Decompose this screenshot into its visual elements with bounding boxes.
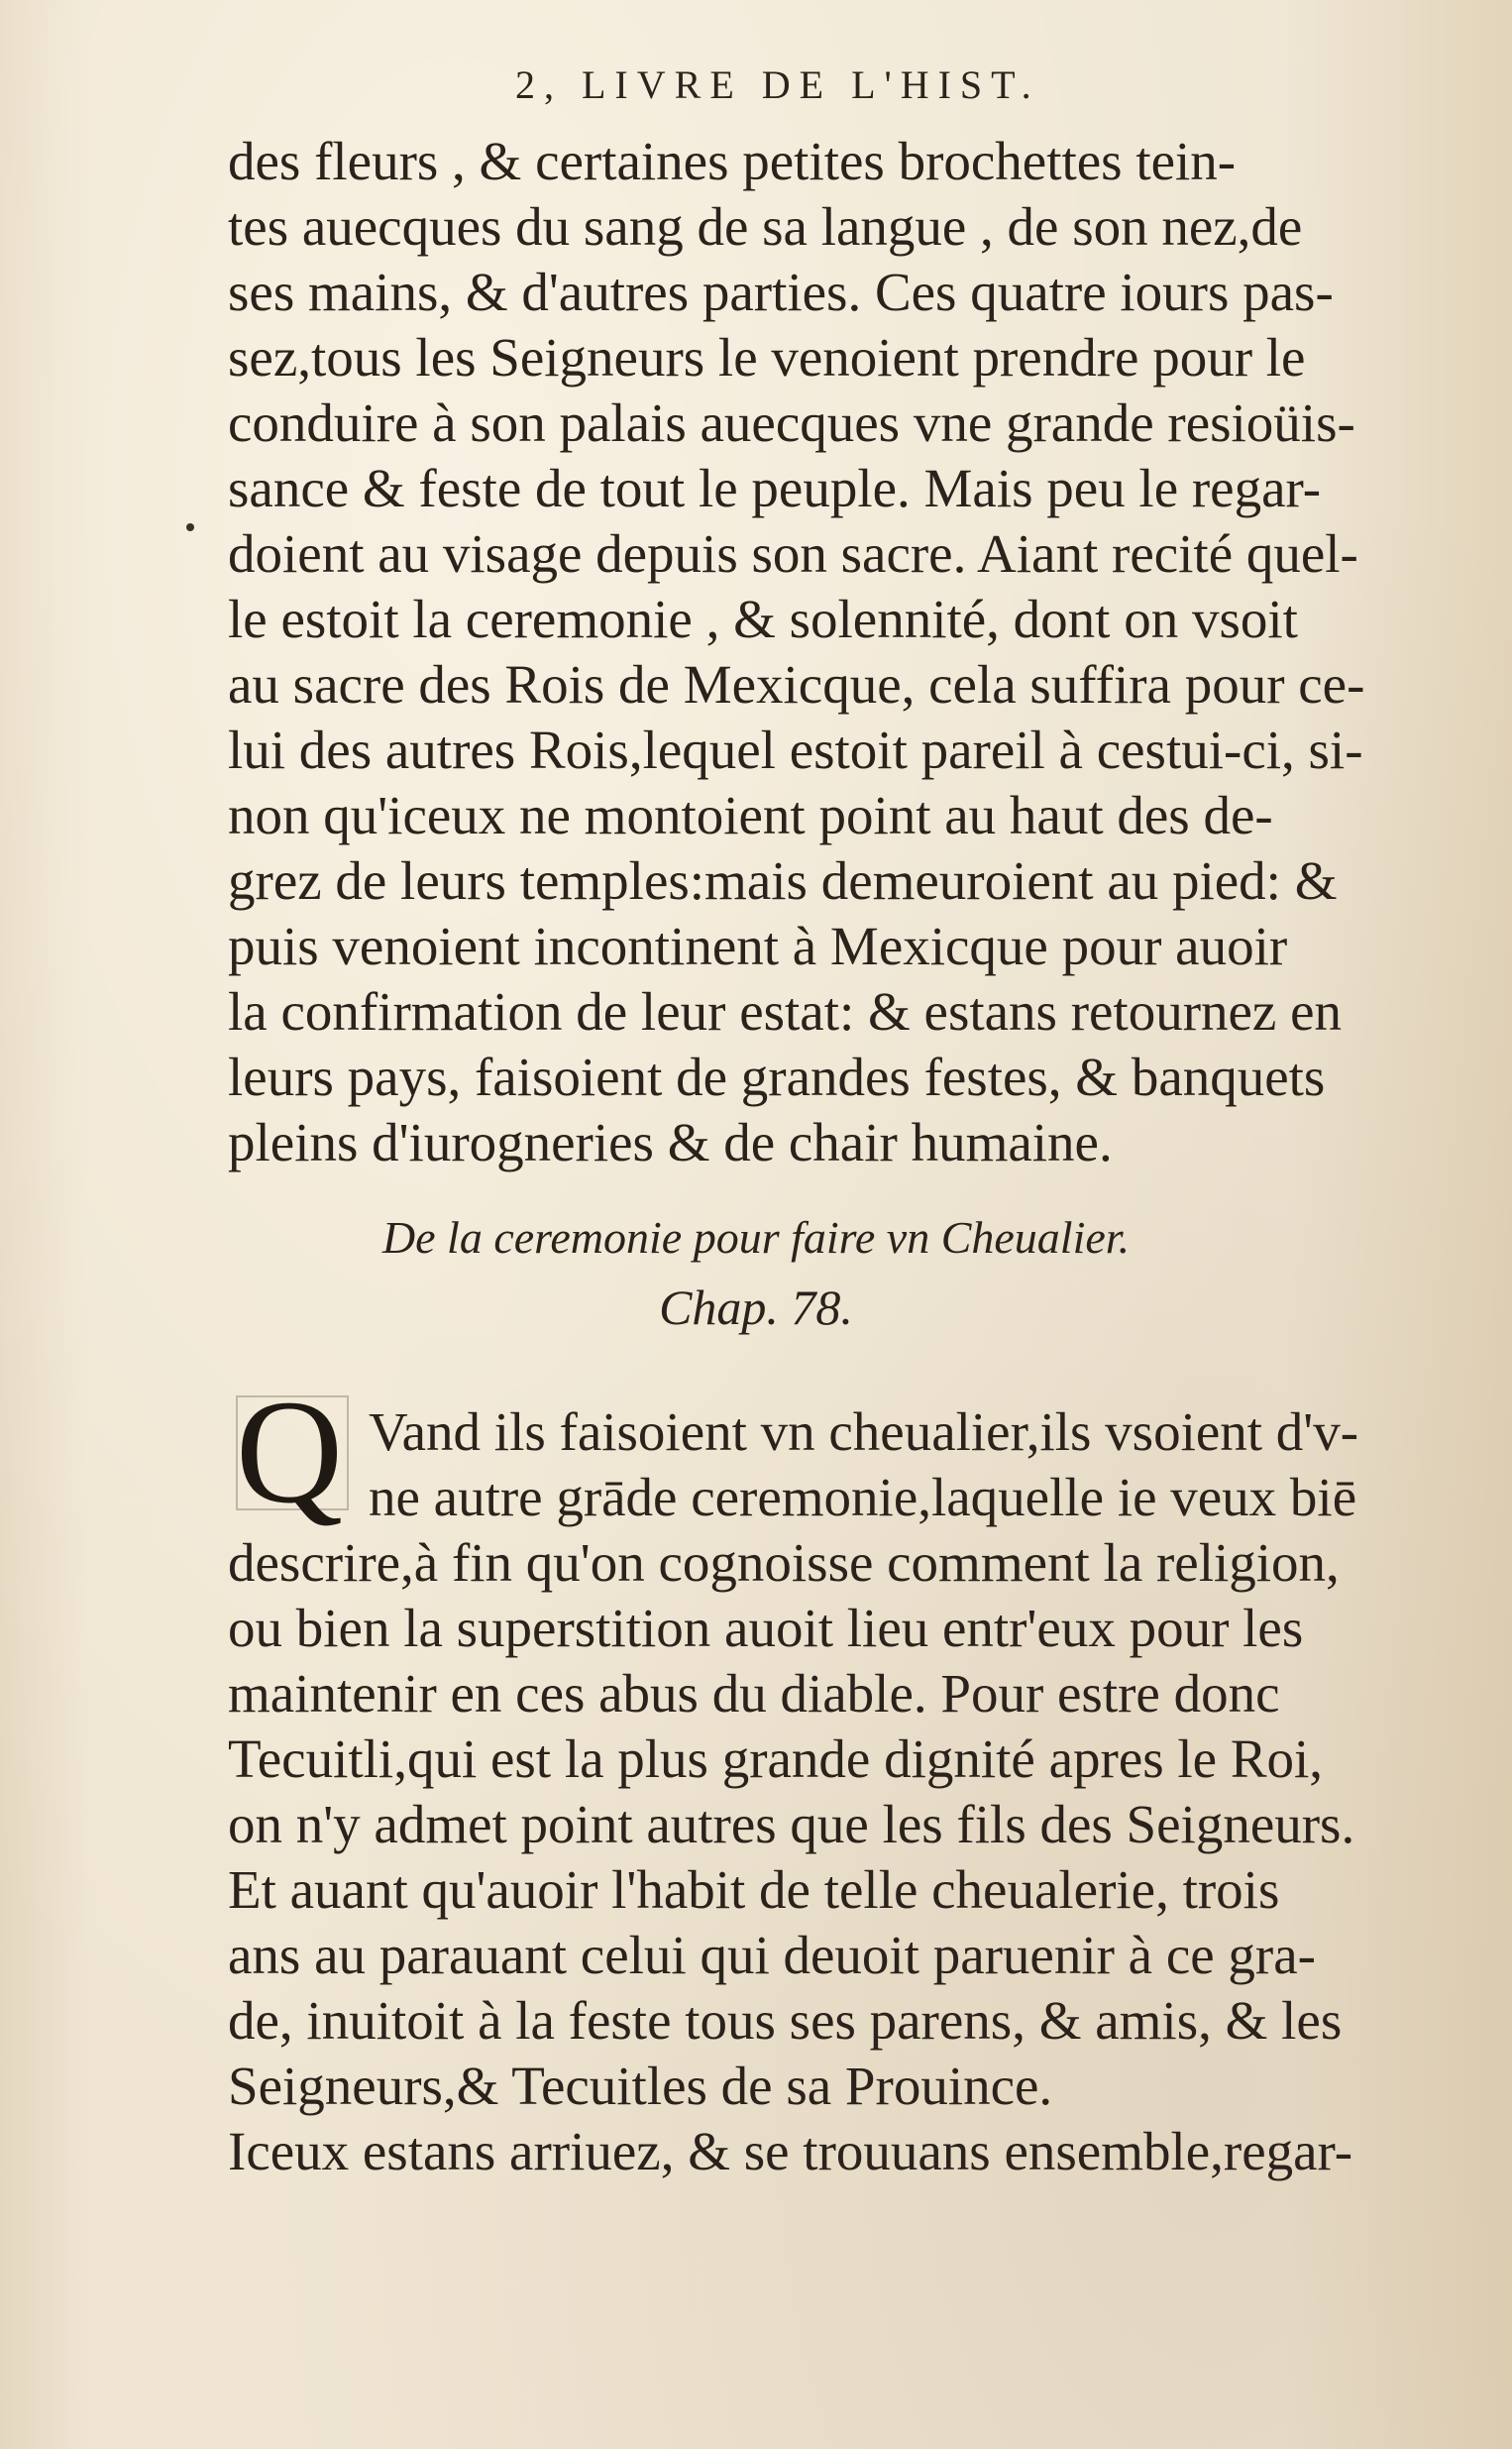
text-line: Iceux estans arriuez, & se trouuans ensemble,regar-: [228, 2121, 1353, 2181]
text-line: doient au visage depuis son sacre. Aiant recité quel-: [228, 523, 1358, 584]
text-line: lui des autres Rois,lequel estoit pareil à cestui-ci, si-: [228, 720, 1363, 780]
text-line: le estoit la ceremonie , & solennité, dont on vsoit: [228, 589, 1298, 649]
chapter-number: Chap. 78.: [659, 1280, 853, 1335]
running-head: 2, LIVRE DE L'HIST.: [515, 62, 1040, 107]
chapter-title: De la ceremonie pour faire vn Cheualier.: [381, 1212, 1131, 1263]
text-line: Tecuitli,qui est la plus grande dignité apres le Roi,: [228, 1728, 1324, 1789]
text-line: tes auecques du sang de sa langue , de son nez,de: [228, 196, 1303, 257]
text-line: on n'y admet point autres que les fils des Seigneurs.: [228, 1794, 1355, 1854]
text-line: leurs pays, faisoient de grandes festes, & banquets: [228, 1047, 1326, 1107]
text-line: ne autre grāde ceremonie,laquelle ie veux biē: [369, 1467, 1357, 1527]
text-line: ou bien la superstition auoit lieu entr'eux pour les: [228, 1598, 1304, 1658]
text-line: grez de leurs temples:mais demeuroient au pied: &: [228, 850, 1338, 911]
text-line: la confirmation de leur estat: & estans retournez en: [228, 981, 1343, 1042]
text-line: Vand ils faisoient vn cheualier,ils vsoient d'v-: [369, 1401, 1359, 1462]
text-line: non qu'iceux ne montoient point au haut des de-: [228, 785, 1273, 845]
text-line: puis venoient incontinent à Mexicque pour auoir: [228, 916, 1288, 976]
text-line: au sacre des Rois de Mexicque, cela suffira pour ce-: [228, 654, 1365, 715]
text-line: descrire,à fin qu'on cognoisse comment la religion,: [228, 1532, 1340, 1593]
text-line: maintenir en ces abus du diable. Pour estre donc: [228, 1663, 1280, 1724]
dropcap-letter: Q: [235, 1370, 344, 1534]
text-line: ans au parauant celui qui deuoit paruenir à ce gra-: [228, 1925, 1316, 1985]
text-line: sance & feste de tout le peuple. Mais peu le regar-: [228, 458, 1322, 518]
margin-mark: [186, 523, 194, 531]
text-line: Et auant qu'auoir l'habit de telle cheualerie, trois: [228, 1859, 1280, 1920]
text-line: de, inuitoit à la feste tous ses parens, & amis, & les: [228, 1990, 1343, 2051]
text-line: pleins d'iurogneries & de chair humaine.: [228, 1112, 1113, 1172]
text-line: sez,tous les Seigneurs le venoient prendre pour le: [228, 327, 1306, 388]
text-line: des fleurs , & certaines petites brochettes tein-: [228, 131, 1237, 191]
text-line: Seigneurs,& Tecuitles de sa Prouince.: [228, 2056, 1053, 2116]
text-line: ses mains, & d'autres parties. Ces quatre iours pas-: [228, 262, 1334, 322]
text-line: conduire à son palais auecques vne grande resioüis-: [228, 392, 1355, 453]
